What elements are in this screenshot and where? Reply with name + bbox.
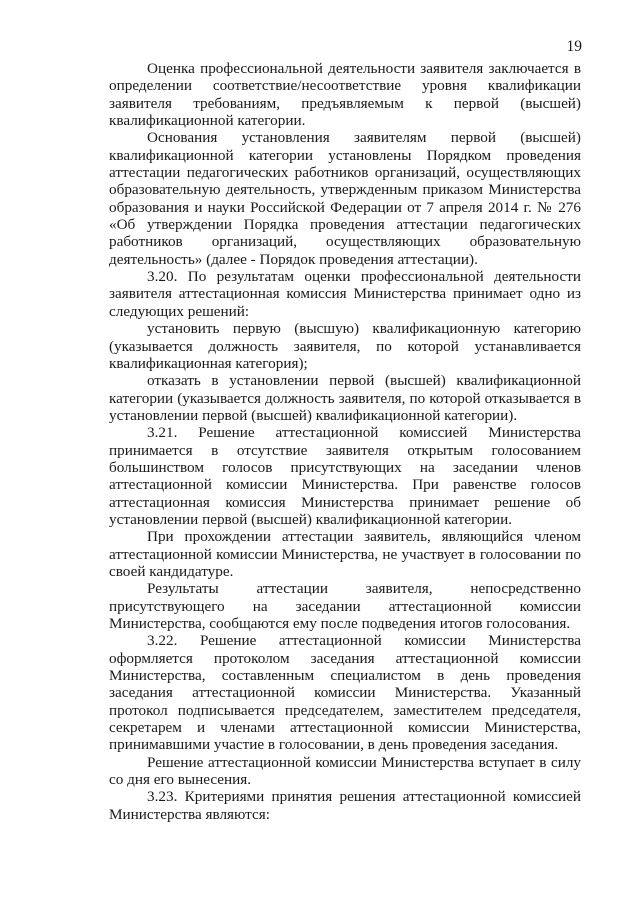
paragraph-3-23: 3.23. Критериями принятия решения аттестационной комиссией Министерства являются: bbox=[109, 788, 581, 823]
paragraph-results-notification: Результаты аттестации заявителя, непосредственно присутствующего на заседании аттестационной комиссии Министерства, сообщаются ему после подведения итогов голосования. bbox=[109, 580, 581, 632]
paragraph-3-22: 3.22. Решение аттестационной комиссии Министерства оформляется протоколом заседания аттестационной комиссии Министерства, составленным специалистом в день проведения заседания аттестационной комиссии Министерства. Указанный протокол подписывается председателем, заместителем председателя, секретарем и членами аттестационной комиссии Министерства, принимавшими участие в голосовании, в день проведения заседания. bbox=[109, 632, 581, 754]
paragraph-3-21: 3.21. Решение аттестационной комиссией Министерства принимается в отсутствие заявителя открытым голосованием большинством голосов присутствующих на заседании членов аттестационной комиссии Министерства. При равенстве голосов аттестационная комиссия Министерства принимает решение об установлении первой (высшей) квалификационной категории. bbox=[109, 424, 581, 528]
paragraph-decision-establish: установить первую (высшую) квалификационную категорию (указывается должность заявителя, по которой устанавливается квалификационная категория); bbox=[109, 320, 581, 372]
paragraph-decision-refuse: отказать в установлении первой (высшей) квалификационной категории (указывается должность заявителя, по которой отказывается в установлении первой (высшей) квалификационной категории). bbox=[109, 372, 581, 424]
paragraph-grounds: Основания установления заявителям первой (высшей) квалификационной категории установлены Порядком проведения аттестации педагогических работников организаций, осуществляющих образовательную деятельность, утвержденным приказом Министерства образования и науки Российской Федерации от 7 апреля 2014 г. № 276 «Об утверждении Порядка проведения аттестации педагогических работников организаций, осуществляющих образовательную деятельность» (далее - Порядок проведения аттестации). bbox=[109, 129, 581, 268]
paragraph-3-20: 3.20. По результатам оценки профессиональной деятельности заявителя аттестационная комиссия Министерства принимает одно из следующих решений: bbox=[109, 268, 581, 320]
paragraph-decision-effect: Решение аттестационной комиссии Министерства вступает в силу со дня его вынесения. bbox=[109, 753, 581, 789]
paragraph-assessment-scope: Оценка профессиональной деятельности заявителя заключается в определении соответствие/несоответствие уровня квалификации заявителя требованиям, предъявляемым к первой (высшей) квалификационной категории. bbox=[109, 60, 581, 130]
body-text bbox=[109, 60, 581, 823]
page-number: 19 bbox=[566, 38, 582, 55]
paragraph-member-voting: При прохождении аттестации заявитель, являющийся членом аттестационной комиссии Министерства, не участвует в голосовании по своей кандидатуре. bbox=[109, 528, 581, 580]
